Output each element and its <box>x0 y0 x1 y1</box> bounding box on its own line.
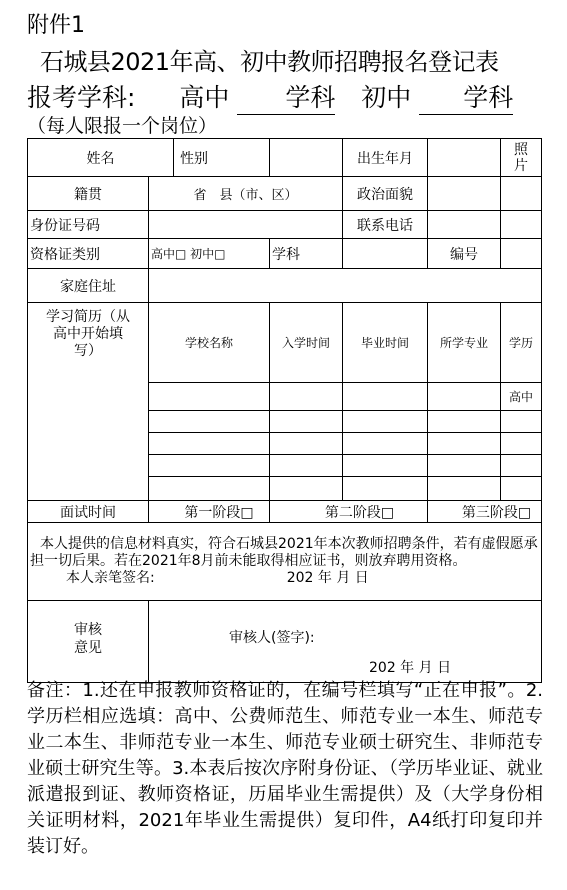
resume-row-5-grad[interactable] <box>343 477 428 501</box>
resume-row-4-enroll[interactable] <box>270 455 343 477</box>
subject-line <box>27 78 513 115</box>
major-header: 所学专业 <box>428 303 501 383</box>
review-field[interactable] <box>149 601 542 683</box>
resume-row-3-school[interactable] <box>149 433 270 455</box>
resume-row-4-major[interactable] <box>428 455 501 477</box>
subject-word-2: 学科 <box>463 83 514 112</box>
photo-cell-3 <box>501 211 542 239</box>
photo-label: 照片 <box>501 139 542 177</box>
registration-table <box>27 138 542 683</box>
id-label: 身份证号码 <box>28 211 149 239</box>
resume-row-4-grad[interactable] <box>343 455 428 477</box>
resume-row-1-grad[interactable] <box>343 383 428 411</box>
resume-row-5-school[interactable] <box>149 477 270 501</box>
resume-row-5-edu[interactable] <box>501 477 542 501</box>
resume-row-2-enroll[interactable] <box>270 411 343 433</box>
review-date: 202 年 月 日 <box>369 660 452 676</box>
stage3-option[interactable]: 第三阶段□ <box>428 501 542 523</box>
high-school-subject-blank[interactable] <box>237 78 335 115</box>
address-label: 家庭住址 <box>28 269 149 303</box>
review-label: 审核意见 <box>28 601 149 683</box>
notes: 备注：1.还在申报教师资格证的，在编号栏填写“正在申报”。2.学历栏相应选填：高中、公费师范生、师范专业一本生、师范专业二本生、非师范专业一本生、师范专业硕士研究生、非师范专业硕士研究生等。3.本表后按次序附身份证、（学历毕业证、就业派遣报到证、教师资格证，历届毕业生需提供）及（大学身份相关证明材料，2021年毕业生需提供）复印件，A4纸打印复印并装订好。 <box>27 680 543 857</box>
subject-label: 报考学科: <box>27 83 136 112</box>
education-header: 学历 <box>501 303 542 383</box>
birth-label: 出生年月 <box>343 139 428 177</box>
resume-row-4-school[interactable] <box>149 455 270 477</box>
name-label: 姓名 <box>28 139 174 177</box>
resume-row-3-major[interactable] <box>428 433 501 455</box>
resume-row-1-major[interactable] <box>428 383 501 411</box>
resume-row-2-school[interactable] <box>149 411 270 433</box>
address-field[interactable] <box>149 269 542 303</box>
gender-label: 性别 <box>174 139 270 177</box>
cert-options[interactable]: 高中□ 初中□ <box>149 239 270 269</box>
resume-row-5-major[interactable] <box>428 477 501 501</box>
junior-high-label: 初中 <box>361 83 412 112</box>
resume-row-1-school[interactable] <box>149 383 270 411</box>
resume-row-3-edu[interactable] <box>501 433 542 455</box>
gender-field[interactable] <box>270 139 343 177</box>
subject-cell-label: 学科 <box>270 239 343 269</box>
native-field[interactable]: 省 县（市、区） <box>149 177 343 211</box>
junior-high-subject-blank[interactable] <box>419 78 513 115</box>
declaration-block <box>28 523 542 601</box>
phone-label: 联系电话 <box>343 211 428 239</box>
serial-label: 编号 <box>428 239 501 269</box>
resume-row-4-edu[interactable] <box>501 455 542 477</box>
resume-row-1-enroll[interactable] <box>270 383 343 411</box>
political-label: 政治面貌 <box>343 177 428 211</box>
signature-date: 202 年 月 日 <box>286 570 369 586</box>
political-field[interactable] <box>428 177 501 211</box>
resume-row-3-enroll[interactable] <box>270 433 343 455</box>
resume-row-2-edu[interactable] <box>501 411 542 433</box>
id-field[interactable] <box>149 211 343 239</box>
resume-row-2-grad[interactable] <box>343 411 428 433</box>
high-school-label: 高中 <box>179 83 230 112</box>
signature-label: 本人亲笔签名: <box>66 570 155 586</box>
serial-field[interactable] <box>501 239 542 269</box>
resume-row-3-grad[interactable] <box>343 433 428 455</box>
declaration-text: 本人提供的信息材料真实，符合石城县2021年本次教师招聘条件，若有虚假愿承担一切后果。若在2021年8月前未能取得相应证书，则放弃聘用资格。 <box>30 536 538 569</box>
limit-note: （每人限报一个岗位） <box>27 115 218 137</box>
subject-cell-field[interactable] <box>343 239 428 269</box>
stage1-option[interactable]: 第一阶段□ <box>149 501 270 523</box>
stage2-option[interactable]: 第二阶段□ <box>270 501 428 523</box>
grad-header: 毕业时间 <box>343 303 428 383</box>
school-header: 学校名称 <box>149 303 270 383</box>
interview-label: 面试时间 <box>28 501 149 523</box>
signature-line <box>30 570 539 587</box>
resume-label: 学习简历（从高中开始填写） <box>28 303 149 501</box>
cert-type-label: 资格证类别 <box>28 239 149 269</box>
birth-field[interactable] <box>428 139 501 177</box>
native-label: 籍贯 <box>28 177 149 211</box>
form-title: 石城县2021年高、初中教师招聘报名登记表 <box>40 48 499 76</box>
enroll-header: 入学时间 <box>270 303 343 383</box>
photo-cell-2 <box>501 177 542 211</box>
resume-row-5-enroll[interactable] <box>270 477 343 501</box>
reviewer-label: 审核人(签字): <box>229 630 315 646</box>
attachment-label: 附件1 <box>27 13 85 38</box>
phone-field[interactable] <box>428 211 501 239</box>
resume-row-1-edu: 高中 <box>501 383 542 411</box>
resume-row-2-major[interactable] <box>428 411 501 433</box>
subject-word-1: 学科 <box>285 83 336 112</box>
